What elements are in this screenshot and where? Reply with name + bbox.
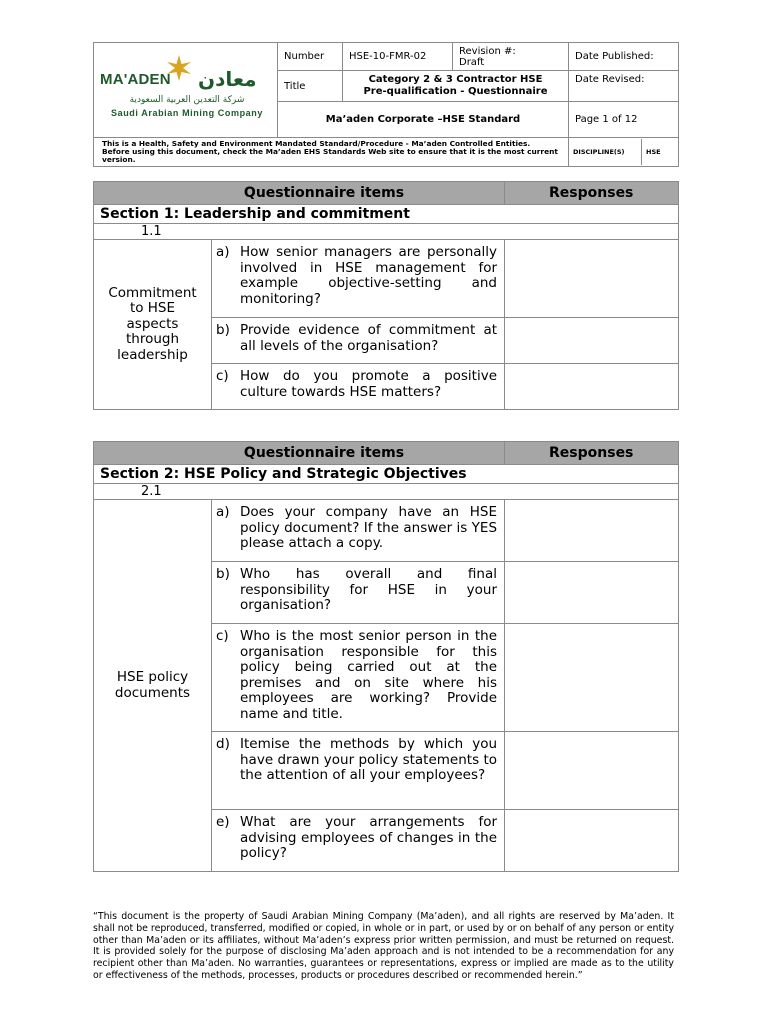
question-2c xyxy=(212,624,505,732)
date-revised-label: Date Revised: xyxy=(569,71,679,102)
col-questionnaire-items: Questionnaire items xyxy=(94,442,505,465)
discipline-cell xyxy=(569,138,679,167)
logo-text-ar-sub: شركة التعدين العربية السعودية xyxy=(129,95,245,105)
number-value: HSE-10-FMR-02 xyxy=(343,43,453,71)
revision-label: Revision #: xyxy=(459,45,516,57)
title-cell xyxy=(343,71,569,102)
question-letter: e) xyxy=(216,814,230,830)
section-2-title: Section 2: HSE Policy and Strategic Objectives xyxy=(94,465,679,484)
question-letter: a) xyxy=(216,244,230,260)
question-text: Does your company have an HSE policy document? If the answer is YES please attach a copy. xyxy=(240,504,498,551)
question-letter: d) xyxy=(216,736,230,752)
question-text: Itemise the methods by which you have drawn your policy statements to the attention of all your employees? xyxy=(240,736,498,783)
col-responses: Responses xyxy=(505,442,679,465)
logo-subtitle: Saudi Arabian Mining Company xyxy=(111,108,263,118)
col-questionnaire-items: Questionnaire items xyxy=(94,182,505,205)
section-1-number: 1.1 xyxy=(94,224,679,240)
date-published-label: Date Published: xyxy=(569,43,679,71)
question-text: How senior managers are personally involved in HSE management for example objective-setting and monitoring? xyxy=(240,244,498,307)
question-text: Who has overall and final responsibility for HSE in your organisation? xyxy=(240,566,498,613)
table-row xyxy=(94,500,679,562)
maaden-logo xyxy=(94,43,278,137)
table-row xyxy=(94,240,679,318)
mandate-note: This is a Health, Safety and Environment Mandated Standard/Procedure - Ma’aden Controlled Entities. Before using this document, check the Ma’aden EHS Standards Web site to ensure that it is the most current version. xyxy=(94,138,569,167)
response-2a[interactable] xyxy=(505,500,679,562)
question-1c xyxy=(212,364,505,410)
discipline-label: DISCIPLINE(S) xyxy=(569,139,642,165)
question-letter: a) xyxy=(216,504,230,520)
question-letter: c) xyxy=(216,628,229,644)
title-line-2: Pre-qualification - Questionnaire xyxy=(363,86,548,97)
question-text: How do you promote a positive culture towards HSE matters? xyxy=(240,368,498,400)
question-2b xyxy=(212,562,505,624)
question-1b xyxy=(212,318,505,364)
question-2a xyxy=(212,500,505,562)
response-1b[interactable] xyxy=(505,318,679,364)
title-label: Title xyxy=(278,71,343,102)
question-letter: b) xyxy=(216,566,230,582)
section-1-table xyxy=(93,181,679,410)
response-2e[interactable] xyxy=(505,810,679,872)
logo-text-en: MA'ADEN xyxy=(100,71,171,88)
response-2c[interactable] xyxy=(505,624,679,732)
question-2e xyxy=(212,810,505,872)
col-responses: Responses xyxy=(505,182,679,205)
section-1-title: Section 1: Leadership and commitment xyxy=(94,205,679,224)
document-header xyxy=(93,42,679,167)
response-2b[interactable] xyxy=(505,562,679,624)
discipline-value: HSE xyxy=(646,148,661,156)
question-text: Provide evidence of commitment at all levels of the organisation? xyxy=(240,322,498,354)
logo-cell xyxy=(94,43,278,138)
response-2d[interactable] xyxy=(505,732,679,810)
section-1-label: Commitment to HSE aspects through leadership xyxy=(94,240,212,410)
response-1c[interactable] xyxy=(505,364,679,410)
revision-cell xyxy=(453,43,569,71)
title-line-1: Category 2 & 3 Contractor HSE xyxy=(368,74,543,85)
standard-name: Ma’aden Corporate –HSE Standard xyxy=(278,102,569,138)
page-number: Page 1 of 12 xyxy=(569,102,679,138)
confidentiality-footer: “This document is the property of Saudi Arabian Mining Company (Ma’aden), and all rights are reserved by Ma’aden. It shall not be reproduced, transferred, modified or copied, in whole or in part, or used by or on behalf of any person or entity other than Ma’aden or its affiliates, without Ma’aden’s express prior written permission, and must be returned on request. It is provided solely for the purpose of disclosing Ma’aden approach and is not intended to be a recommendation for any recipient other than Ma’aden. No warranties, guarantees or representations, express or implied are made as to the utility or effectiveness of the methods, processes, products or procedures described or recommended herein.” xyxy=(93,911,674,981)
question-letter: c) xyxy=(216,368,229,384)
section-2-label: HSE policy documents xyxy=(94,500,212,872)
question-text: Who is the most senior person in the organisation responsible for this policy being carried out at the premises and on site where his employees are working? Provide name and title. xyxy=(240,628,498,722)
question-letter: b) xyxy=(216,322,230,338)
section-2-table xyxy=(93,441,679,872)
logo-text-ar: معادن xyxy=(198,67,257,91)
question-1a xyxy=(212,240,505,318)
question-2d xyxy=(212,732,505,810)
revision-value: Draft xyxy=(459,56,485,68)
response-1a[interactable] xyxy=(505,240,679,318)
number-label: Number xyxy=(278,43,343,71)
table-header xyxy=(94,442,679,465)
table-header xyxy=(94,182,679,205)
section-2-number: 2.1 xyxy=(94,484,679,500)
question-text: What are your arrangements for advising employees of changes in the policy? xyxy=(240,814,498,861)
